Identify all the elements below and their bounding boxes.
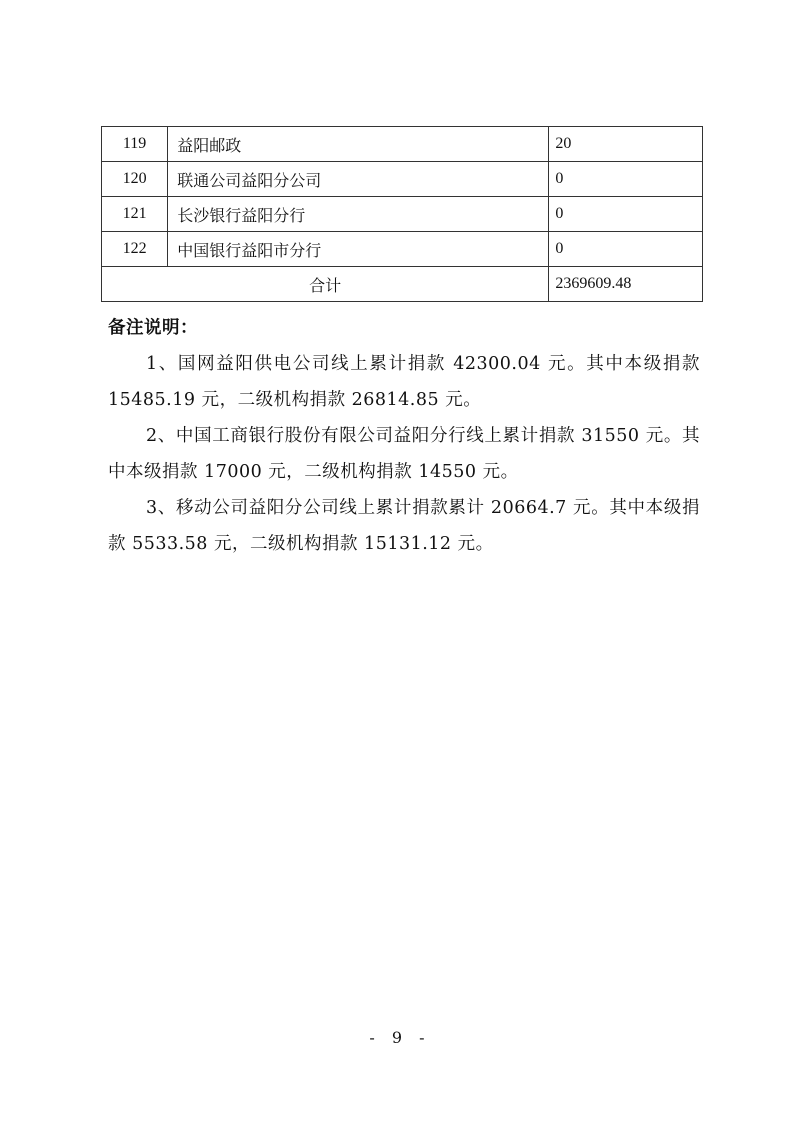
- table-row: [102, 162, 703, 197]
- table-row: [102, 232, 703, 267]
- total-row: [102, 267, 703, 302]
- note-item: 2、中国工商银行股份有限公司益阳分行线上累计捐款 31550 元。其中本级捐款 17000 元，二级机构捐款 14550 元。: [108, 426, 700, 482]
- table-row: [102, 127, 703, 162]
- note-item: 3、移动公司益阳分公司线上累计捐款累计 20664.7 元。其中本级捐款 5533.58 元，二级机构捐款 15131.12 元。: [108, 498, 700, 554]
- note-item: 1、国网益阳供电公司线上累计捐款 42300.04 元。其中本级捐款 15485.19 元，二级机构捐款 26814.85 元。: [108, 354, 700, 410]
- page-number: - 9 -: [369, 1028, 431, 1047]
- row-index: 121: [102, 197, 168, 232]
- notes-title: 备注说明：: [108, 318, 198, 338]
- row-index: 119: [102, 127, 168, 162]
- donor-name: 中国银行益阳市分行: [168, 232, 549, 267]
- notes-section: [108, 310, 700, 562]
- row-index: 122: [102, 232, 168, 267]
- donation-amount: 0: [549, 197, 703, 232]
- donation-amount: 0: [549, 232, 703, 267]
- row-index: 120: [102, 162, 168, 197]
- table-row: [102, 197, 703, 232]
- donor-name: 长沙银行益阳分行: [168, 197, 549, 232]
- donation-amount: 0: [549, 162, 703, 197]
- donation-table: [101, 126, 703, 302]
- donor-name: 联通公司益阳分公司: [168, 162, 549, 197]
- donor-name: 益阳邮政: [168, 127, 549, 162]
- donation-amount: 20: [549, 127, 703, 162]
- total-amount: 2369609.48: [549, 267, 703, 302]
- total-label: 合计: [102, 267, 549, 302]
